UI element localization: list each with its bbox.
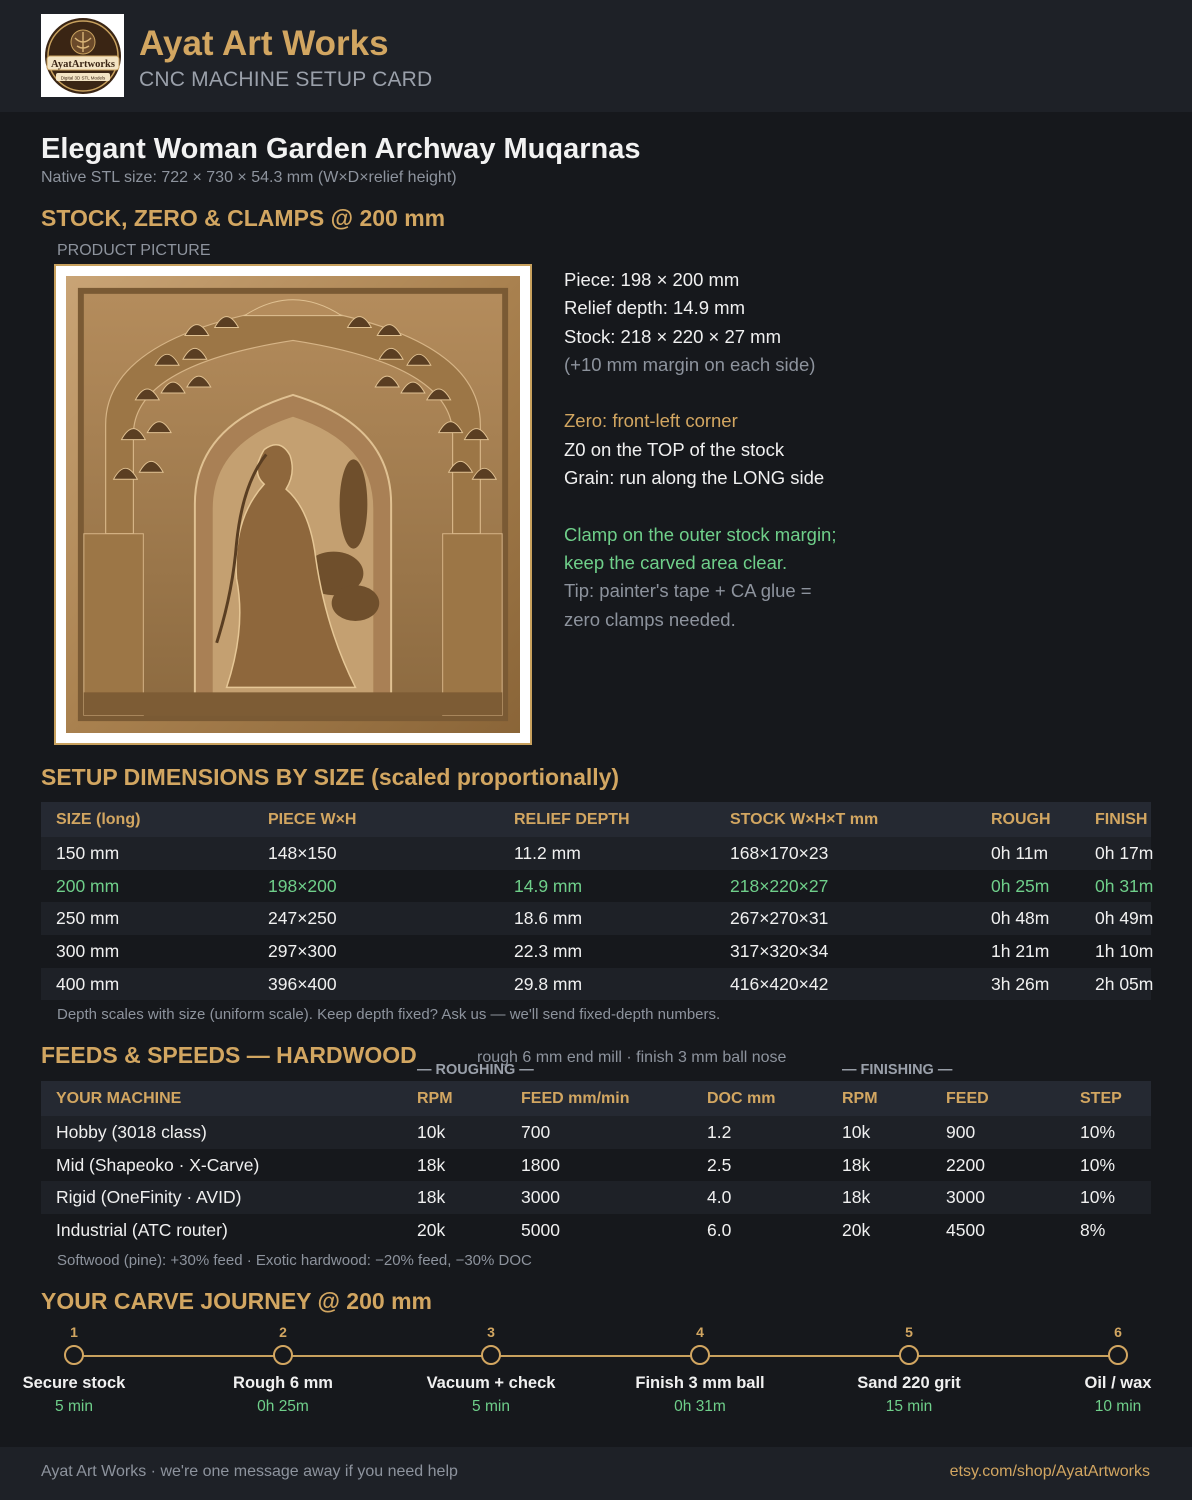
product-title: Elegant Woman Garden Archway Muqarnas <box>41 133 641 165</box>
product-picture <box>54 264 532 745</box>
table-cell: 5000 <box>506 1214 692 1247</box>
spec-zero: Zero: front-left corner <box>564 410 738 432</box>
table-cell: 4500 <box>931 1214 1065 1247</box>
spec-spacer <box>564 379 904 407</box>
table-cell: 267×270×31 <box>715 902 976 935</box>
carved-relief-image <box>66 276 520 733</box>
spec-tip-line-1: Tip: painter's tape + CA glue = <box>564 580 812 602</box>
table-cell: Industrial (ATC router) <box>41 1214 402 1247</box>
table-cell: 0h 49m <box>1080 902 1151 935</box>
spec-piece: Piece: 198 × 200 mm <box>564 269 740 290</box>
table-cell: 2h 05m <box>1080 968 1151 1001</box>
spec-tip-line-2: zero clamps needed. <box>564 608 736 630</box>
table-cell: 4.0 <box>692 1181 827 1214</box>
step-number: 1 <box>70 1324 78 1340</box>
step-time: 0h 31m <box>674 1398 726 1415</box>
col-header-finish-feed: FEED <box>931 1081 1065 1116</box>
table-cell: 20k <box>827 1214 931 1247</box>
table-cell: 18k <box>827 1149 931 1182</box>
step-time: 15 min <box>885 1398 933 1415</box>
carve-journey-timeline <box>0 1320 1192 1430</box>
table-row <box>41 1116 1151 1149</box>
dimensions-table <box>41 802 1154 1000</box>
table-cell: 22.3 mm <box>499 935 715 968</box>
table-cell: 150 mm <box>41 837 253 870</box>
table-row <box>41 1214 1151 1247</box>
spec-stock: Stock: 218 × 220 × 27 mm <box>564 325 781 347</box>
table-cell: 1h 10m <box>1080 935 1151 968</box>
table-cell: 396×400 <box>253 968 499 1001</box>
step-number: 5 <box>905 1324 913 1340</box>
step-name: Rough 6 mm <box>233 1374 333 1392</box>
step-marker-icon <box>1108 1345 1128 1365</box>
table-cell: 3h 26m <box>976 968 1080 1001</box>
table-row-highlighted <box>41 870 1151 903</box>
table-cell: 300 mm <box>41 935 253 968</box>
footer-message: Ayat Art Works · we're one message away if you need help <box>41 1463 458 1480</box>
table-cell: 900 <box>931 1116 1065 1149</box>
step-number: 6 <box>1114 1324 1122 1340</box>
table-row <box>41 837 1151 870</box>
table-cell: Hobby (3018 class) <box>41 1116 402 1149</box>
spec-clamp-line-1: Clamp on the outer stock margin; <box>564 523 837 545</box>
journey-step <box>401 1320 581 1416</box>
table-cell: 0h 11m <box>976 837 1080 870</box>
step-marker-icon <box>690 1345 710 1365</box>
table-cell: 29.8 mm <box>499 968 715 1001</box>
feeds-note: Softwood (pine): +30% feed · Exotic hardwood: −20% feed, −30% DOC <box>57 1252 532 1269</box>
table-cell: 0h 31m <box>1080 870 1151 903</box>
step-name: Finish 3 mm ball <box>635 1374 765 1392</box>
table-cell: 3000 <box>931 1181 1065 1214</box>
table-cell: 297×300 <box>253 935 499 968</box>
table-cell: 400 mm <box>41 968 253 1001</box>
col-header-stock: STOCK W×H×T mm <box>715 802 976 837</box>
stock-section-heading: STOCK, ZERO & CLAMPS @ 200 mm <box>41 205 446 231</box>
col-header-size: SIZE (long) <box>41 802 253 837</box>
col-header-rough-feed: FEED mm/min <box>506 1081 692 1116</box>
table-cell: 218×220×27 <box>715 870 976 903</box>
table-cell: 1.2 <box>692 1116 827 1149</box>
table-cell: 14.9 mm <box>499 870 715 903</box>
table-row <box>41 1149 1151 1182</box>
table-cell: 10k <box>827 1116 931 1149</box>
table-row <box>41 935 1151 968</box>
spec-margin: (+10 mm margin on each side) <box>564 353 816 375</box>
table-header-row <box>41 1081 1151 1116</box>
table-cell: 2200 <box>931 1149 1065 1182</box>
step-name: Oil / wax <box>1084 1374 1152 1392</box>
spec-spacer <box>564 492 904 520</box>
tool-note: rough 6 mm end mill · finish 3 mm ball nose <box>477 1049 787 1066</box>
table-header-row <box>41 802 1151 837</box>
table-row <box>41 968 1151 1001</box>
table-cell: 10k <box>402 1116 506 1149</box>
step-time: 0h 25m <box>257 1398 309 1415</box>
table-cell: 18k <box>827 1181 931 1214</box>
table-cell: Rigid (OneFinity · AVID) <box>41 1181 402 1214</box>
step-number: 2 <box>279 1324 287 1340</box>
product-picture-label: PRODUCT PICTURE <box>57 242 211 259</box>
table-cell: 3000 <box>506 1181 692 1214</box>
table-cell: 10% <box>1065 1181 1151 1214</box>
table-cell: 148×150 <box>253 837 499 870</box>
stock-spec-list <box>564 266 904 634</box>
table-cell: 247×250 <box>253 902 499 935</box>
header-bar <box>0 0 1192 112</box>
table-cell: 700 <box>506 1116 692 1149</box>
table-cell: 0h 48m <box>976 902 1080 935</box>
col-header-piece: PIECE W×H <box>253 802 499 837</box>
table-cell: 18.6 mm <box>499 902 715 935</box>
spec-clamp-line-2: keep the carved area clear. <box>564 551 788 573</box>
footer-bar <box>0 1447 1192 1500</box>
table-row <box>41 902 1151 935</box>
journey-step <box>1028 1320 1192 1416</box>
feeds-section-heading: FEEDS & SPEEDS — HARDWOOD <box>41 1042 417 1068</box>
step-marker-icon <box>273 1345 293 1365</box>
table-cell: 1h 21m <box>976 935 1080 968</box>
svg-text:Digital 3D STL Models: Digital 3D STL Models <box>60 75 105 80</box>
table-cell: 0h 25m <box>976 870 1080 903</box>
step-number: 3 <box>487 1324 495 1340</box>
logo-emblem-icon <box>43 16 123 96</box>
journey-step <box>819 1320 999 1416</box>
table-cell: 11.2 mm <box>499 837 715 870</box>
table-cell: 168×170×23 <box>715 837 976 870</box>
table-cell: 2.5 <box>692 1149 827 1182</box>
col-header-finish: FINISH <box>1080 802 1151 837</box>
table-cell: 10% <box>1065 1149 1151 1182</box>
journey-step <box>610 1320 790 1416</box>
table-cell: 317×320×34 <box>715 935 976 968</box>
step-name: Sand 220 grit <box>857 1374 961 1392</box>
table-cell: 6.0 <box>692 1214 827 1247</box>
shop-link[interactable]: etsy.com/shop/AyatArtworks <box>949 1463 1150 1480</box>
roughing-group-label: — ROUGHING — <box>417 1062 534 1078</box>
col-header-finish-rpm: RPM <box>827 1081 931 1116</box>
table-cell: 198×200 <box>253 870 499 903</box>
col-header-step: STEP <box>1065 1081 1151 1116</box>
step-name: Vacuum + check <box>426 1374 556 1392</box>
table-cell: 1800 <box>506 1149 692 1182</box>
table-cell: 20k <box>402 1214 506 1247</box>
col-header-rough: ROUGH <box>976 802 1080 837</box>
table-cell: 250 mm <box>41 902 253 935</box>
spec-z0: Z0 on the TOP of the stock <box>564 438 785 460</box>
dimensions-section-heading: SETUP DIMENSIONS BY SIZE (scaled proportionally) <box>41 764 620 790</box>
journey-step <box>193 1320 373 1416</box>
card-subtitle: CNC MACHINE SETUP CARD <box>139 68 433 91</box>
brand-name: Ayat Art Works <box>139 24 389 63</box>
dimensions-note: Depth scales with size (uniform scale). Keep depth fixed? Ask us — we'll send fixed-depth numbers. <box>57 1006 721 1023</box>
table-cell: 8% <box>1065 1214 1151 1247</box>
step-marker-icon <box>64 1345 84 1365</box>
step-time: 5 min <box>472 1398 510 1415</box>
step-time: 10 min <box>1094 1398 1142 1415</box>
table-cell: Mid (Shapeoko · X-Carve) <box>41 1149 402 1182</box>
step-name: Secure stock <box>22 1374 126 1392</box>
col-header-relief: RELIEF DEPTH <box>499 802 715 837</box>
journey-step <box>0 1320 164 1416</box>
step-marker-icon <box>481 1345 501 1365</box>
table-cell: 0h 17m <box>1080 837 1151 870</box>
brand-logo <box>41 14 124 97</box>
table-cell: 416×420×42 <box>715 968 976 1001</box>
step-time: 5 min <box>55 1398 93 1415</box>
col-header-rough-rpm: RPM <box>402 1081 506 1116</box>
spec-relief-depth: Relief depth: 14.9 mm <box>564 297 745 319</box>
table-cell: 18k <box>402 1149 506 1182</box>
table-row <box>41 1181 1151 1214</box>
spec-grain: Grain: run along the LONG side <box>564 467 825 489</box>
col-header-doc: DOC mm <box>692 1081 827 1116</box>
svg-text:AyatArtworks: AyatArtworks <box>50 58 115 70</box>
native-size-note: Native STL size: 722 × 730 × 54.3 mm (W×D×relief height) <box>41 169 457 186</box>
feeds-table <box>41 1081 1151 1247</box>
step-marker-icon <box>899 1345 919 1365</box>
col-header-machine: YOUR MACHINE <box>41 1081 402 1116</box>
finishing-group-label: — FINISHING — <box>842 1062 953 1078</box>
table-cell: 18k <box>402 1181 506 1214</box>
table-cell: 200 mm <box>41 870 253 903</box>
journey-section-heading: YOUR CARVE JOURNEY @ 200 mm <box>41 1288 432 1314</box>
step-number: 4 <box>696 1324 704 1340</box>
table-cell: 10% <box>1065 1116 1151 1149</box>
